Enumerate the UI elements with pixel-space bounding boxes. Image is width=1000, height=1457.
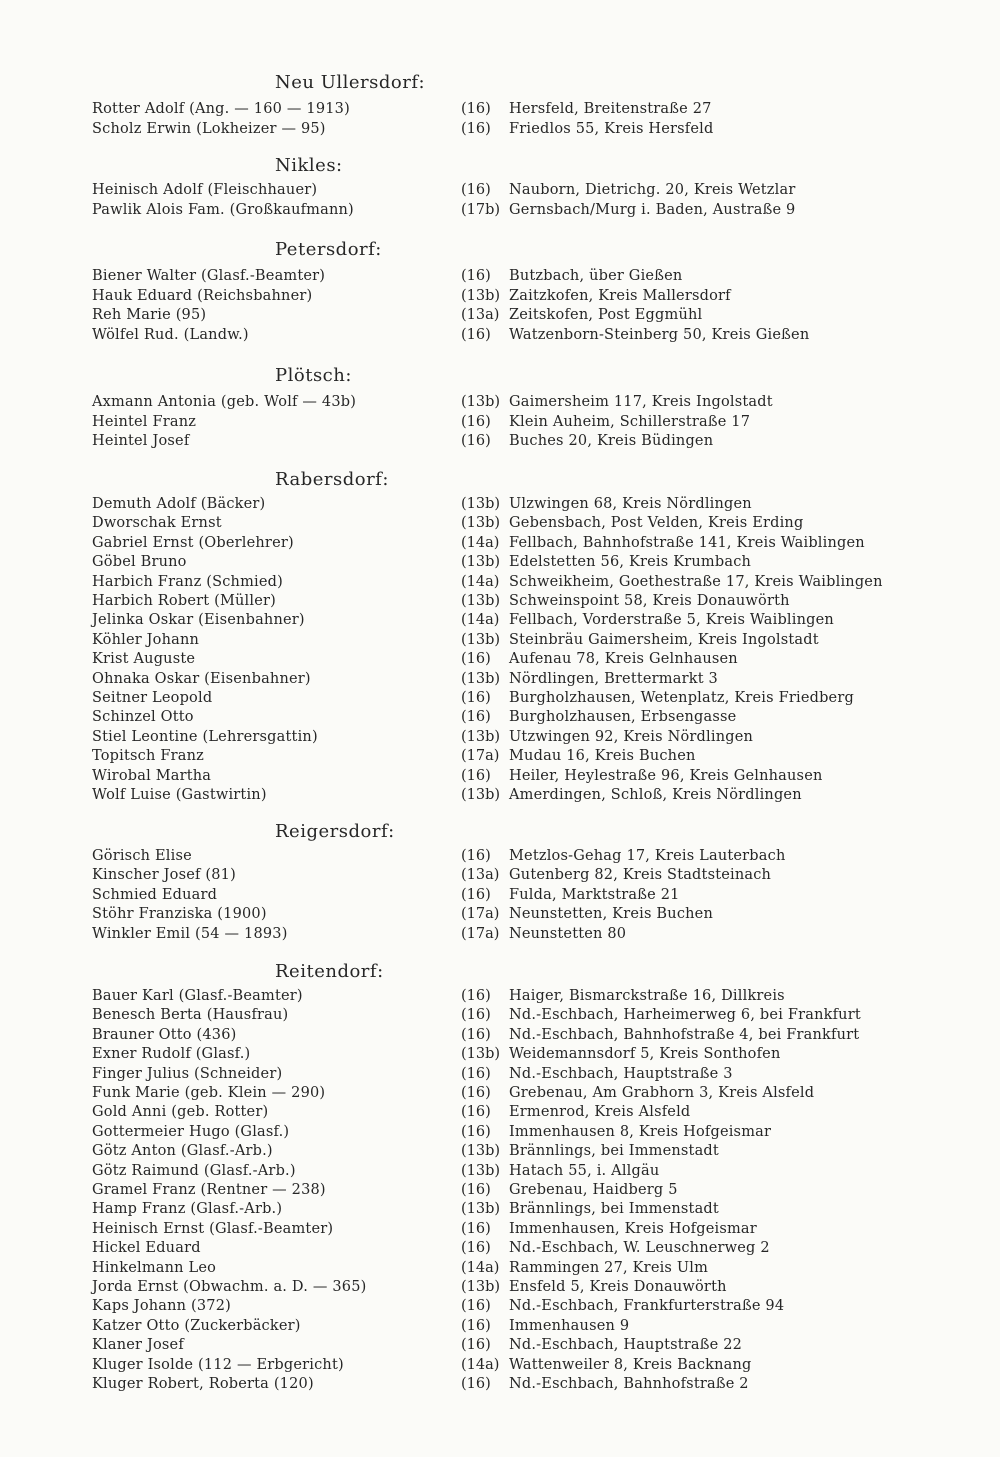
list-item [0,327,1000,346]
list-item [0,1298,1000,1317]
entry-name: Harbich Franz (Schmied) [92,573,283,590]
entry-address: Nd.-Eschbach, Frankfurterstraße 94 [509,1298,785,1315]
section-heading: Reitendorf: [275,961,384,982]
list-item [0,433,1000,452]
section-heading: Petersdorf: [275,239,382,260]
entry-code: (13b) [461,1046,501,1063]
list-item [0,1221,1000,1240]
entry-code: (14a) [461,1356,500,1373]
entry-address: Nauborn, Dietrichg. 20, Kreis Wetzlar [509,182,796,198]
entry-code: (16) [461,182,491,198]
list-item [0,535,1000,554]
entry-code: (16) [461,326,491,343]
entry-address: Gernsbach/Murg i. Baden, Austraße 9 [509,201,796,218]
entry-name: Götz Raimund (Glasf.-Arb.) [92,1162,296,1179]
entry-address: Ermenrod, Kreis Alsfeld [509,1104,691,1121]
entry-name: Wirobal Martha [92,767,212,784]
entry-address: Ensfeld 5, Kreis Donauwörth [509,1279,727,1295]
list-item [0,1046,1000,1065]
entry-name: Köhler Johann [92,631,200,648]
section-heading: Reigersdorf: [275,821,395,842]
entry-name: Kinscher Josef (81) [92,867,236,884]
entry-code: (16) [461,690,491,706]
entry-code: (17b) [461,201,501,218]
entry-code: (16) [461,1240,491,1257]
list-item [0,268,1000,287]
entry-address: Zaitzkofen, Kreis Mallersdorf [509,287,731,304]
entry-name: Bauer Karl (Glasf.-Beamter) [92,988,303,1004]
entry-code: (16) [461,886,491,903]
entry-address: Heiler, Heylestraße 96, Kreis Gelnhausen [509,767,823,784]
entry-code: (13a) [461,307,500,323]
entry-address: Brännlings, bei Immenstadt [509,1143,719,1160]
list-item [0,709,1000,728]
entry-code: (16) [461,1220,491,1237]
entry-address: Grebenau, Am Grabhorn 3, Kreis Alsfeld [509,1085,815,1101]
entry-code: (13b) [461,1201,501,1218]
list-item [0,690,1000,709]
entry-name: Dworschak Ernst [92,515,222,532]
entry-address: Nd.-Eschbach, Harheimerweg 6, bei Frankfurt [509,1007,861,1024]
entry-address: Aufenau 78, Kreis Gelnhausen [509,651,738,668]
entry-address: Edelstetten 56, Kreis Krumbach [509,554,752,571]
entry-name: Axmann Antonia (geb. Wolf — 43b) [92,394,357,410]
list-item [0,1182,1000,1201]
entry-address: Butzbach, über Gießen [509,268,683,284]
entry-address: Steinbräu Gaimersheim, Kreis Ingolstadt [509,631,819,648]
entry-code: (16) [461,988,491,1004]
entry-code: (16) [461,1317,491,1334]
entry-address: Friedlos 55, Kreis Hersfeld [509,120,714,137]
list-item [0,414,1000,433]
entry-code: (13b) [461,728,501,745]
entry-code: (16) [461,1085,491,1101]
entry-name: Seitner Leopold [92,690,213,706]
entry-name: Klaner Josef [92,1337,184,1354]
entry-name: Göbel Bruno [92,554,187,571]
entry-name: Ohnaka Oskar (Eisenbahner) [92,670,311,687]
entry-name: Kluger Isolde (112 — Erbgericht) [92,1356,344,1373]
entry-name: Wolf Luise (Gastwirtin) [92,787,267,803]
entry-name: Reh Marie (95) [92,307,207,323]
list-item [0,1279,1000,1298]
entry-code: (16) [461,268,491,284]
entry-code: (16) [461,709,491,726]
list-item [0,307,1000,326]
list-item [0,101,1000,120]
entry-address: Burgholzhausen, Wetenplatz, Kreis Friedberg [509,690,854,706]
section-heading: Rabersdorf: [275,469,389,490]
entry-code: (13b) [461,787,501,803]
list-item [0,574,1000,593]
list-item [0,1240,1000,1259]
entry-name: Winkler Emil (54 — 1893) [92,925,288,942]
entry-code: (16) [461,651,491,668]
entry-code: (16) [461,433,491,449]
entry-code: (14a) [461,612,500,629]
entry-code: (13b) [461,554,501,571]
entry-address: Haiger, Bismarckstraße 16, Dillkreis [509,988,785,1004]
entry-code: (13b) [461,670,501,687]
entry-address: Nd.-Eschbach, Hauptstraße 3 [509,1065,733,1082]
entry-name: Görisch Elise [92,848,192,864]
entry-code: (13b) [461,394,501,410]
entry-address: Amerdingen, Schloß, Kreis Nördlingen [509,787,802,803]
entry-code: (13b) [461,631,501,648]
list-item [0,1163,1000,1182]
entry-name: Kaps Johann (372) [92,1298,232,1315]
list-item [0,394,1000,413]
entry-name: Katzer Otto (Zuckerbäcker) [92,1317,301,1334]
entry-address: Watzenborn-Steinberg 50, Kreis Gießen [509,326,810,343]
list-item [0,632,1000,651]
list-item [0,867,1000,886]
entry-code: (17a) [461,906,500,923]
list-item [0,748,1000,767]
entry-code: (14a) [461,573,500,590]
entry-name: Biener Walter (Glasf.-Beamter) [92,268,326,284]
entry-name: Demuth Adolf (Bäcker) [92,496,266,512]
entry-name: Stiel Leontine (Lehrersgattin) [92,728,318,745]
list-item [0,1318,1000,1337]
list-item [0,1085,1000,1104]
list-item [0,1143,1000,1162]
list-item [0,887,1000,906]
section-heading: Neu Ullersdorf: [275,72,426,93]
entry-name: Heintel Franz [92,413,197,430]
entry-address: Fellbach, Bahnhofstraße 141, Kreis Waiblingen [509,534,865,551]
entry-address: Hersfeld, Breitenstraße 27 [509,101,712,117]
entry-name: Exner Rudolf (Glasf.) [92,1046,251,1063]
entry-address: Immenhausen 8, Kreis Hofgeismar [509,1123,772,1140]
entry-name: Harbich Robert (Müller) [92,593,276,609]
list-item [0,554,1000,573]
entry-address: Klein Auheim, Schillerstraße 17 [509,413,751,430]
entry-code: (16) [461,1007,491,1024]
entry-code: (13b) [461,1143,501,1160]
entry-address: Nördlingen, Brettermarkt 3 [509,670,718,687]
entry-name: Gabriel Ernst (Oberlehrer) [92,534,294,551]
list-item [0,671,1000,690]
entry-name: Wölfel Rud. (Landw.) [92,326,249,343]
list-item [0,1376,1000,1395]
entry-address: Buches 20, Kreis Büdingen [509,433,714,449]
entry-address: Zeitskofen, Post Eggmühl [509,307,703,323]
entry-name: Heinisch Adolf (Fleischhauer) [92,182,318,198]
entry-address: Immenhausen 9 [509,1317,630,1334]
entry-name: Götz Anton (Glasf.-Arb.) [92,1143,273,1160]
entry-code: (16) [461,1123,491,1140]
entry-name: Stöhr Franziska (1900) [92,906,267,923]
entry-code: (17a) [461,748,500,765]
entry-name: Finger Julius (Schneider) [92,1065,283,1082]
list-item [0,121,1000,140]
entry-address: Mudau 16, Kreis Buchen [509,748,696,765]
entry-name: Gramel Franz (Rentner — 238) [92,1182,326,1198]
entry-code: (16) [461,1026,491,1043]
entry-code: (16) [461,767,491,784]
list-item [0,202,1000,221]
entry-address: Ulzwingen 68, Kreis Nördlingen [509,496,752,512]
entry-name: Jelinka Oskar (Eisenbahner) [92,612,305,629]
entry-name: Krist Auguste [92,651,196,668]
entry-name: Hickel Eduard [92,1240,201,1257]
entry-code: (13b) [461,515,501,532]
list-item [0,768,1000,787]
list-item [0,1066,1000,1085]
entry-name: Funk Marie (geb. Klein — 290) [92,1085,326,1101]
entry-code: (13b) [461,1162,501,1179]
entry-address: Burgholzhausen, Erbsengasse [509,709,737,726]
list-item [0,1124,1000,1143]
entry-address: Nd.-Eschbach, Bahnhofstraße 2 [509,1376,749,1392]
entry-code: (14a) [461,534,500,551]
entry-address: Brännlings, bei Immenstadt [509,1201,719,1218]
list-item [0,515,1000,534]
list-item [0,182,1000,201]
entry-name: Heintel Josef [92,433,190,449]
entry-code: (14a) [461,1259,500,1276]
entry-name: Gold Anni (geb. Rotter) [92,1104,269,1121]
list-item [0,1260,1000,1279]
entry-code: (16) [461,1065,491,1082]
list-item [0,593,1000,612]
entry-name: Schmied Eduard [92,886,218,903]
entry-code: (16) [461,120,491,137]
entry-code: (16) [461,101,491,117]
entry-name: Rotter Adolf (Ang. — 160 — 1913) [92,101,350,117]
list-item [0,1007,1000,1026]
entry-address: Gebensbach, Post Velden, Kreis Erding [509,515,804,532]
entry-address: Grebenau, Haidberg 5 [509,1182,678,1198]
entry-address: Immenhausen, Kreis Hofgeismar [509,1220,757,1237]
entry-name: Schinzel Otto [92,709,194,726]
list-item [0,651,1000,670]
list-item [0,926,1000,945]
list-item [0,906,1000,925]
list-item [0,787,1000,806]
entry-address: Metzlos-Gehag 17, Kreis Lauterbach [509,848,786,864]
list-item [0,288,1000,307]
entry-address: Fulda, Marktstraße 21 [509,886,680,903]
list-item [0,1104,1000,1123]
entry-name: Topitsch Franz [92,748,204,765]
list-item [0,1357,1000,1376]
entry-code: (16) [461,413,491,430]
entry-name: Heinisch Ernst (Glasf.-Beamter) [92,1220,334,1237]
entry-code: (17a) [461,925,500,942]
entry-name: Brauner Otto (436) [92,1026,237,1043]
entry-code: (16) [461,1376,491,1392]
entry-code: (13b) [461,496,501,512]
entry-address: Schweinspoint 58, Kreis Donauwörth [509,593,790,609]
entry-address: Rammingen 27, Kreis Ulm [509,1259,709,1276]
entry-name: Jorda Ernst (Obwachm. a. D. — 365) [92,1279,367,1295]
entry-code: (13a) [461,867,500,884]
entry-name: Pawlik Alois Fam. (Großkaufmann) [92,201,354,218]
entry-name: Kluger Robert, Roberta (120) [92,1376,314,1392]
entry-address: Wattenweiler 8, Kreis Backnang [509,1356,752,1373]
entry-code: (16) [461,1298,491,1315]
list-item [0,612,1000,631]
entry-name: Hinkelmann Leo [92,1259,217,1276]
entry-code: (16) [461,1104,491,1121]
entry-address: Gaimersheim 117, Kreis Ingolstadt [509,394,773,410]
entry-address: Utzwingen 92, Kreis Nördlingen [509,728,754,745]
entry-address: Weidemannsdorf 5, Kreis Sonthofen [509,1046,781,1063]
entry-address: Neunstetten 80 [509,925,627,942]
list-item [0,1337,1000,1356]
entry-address: Hatach 55, i. Allgäu [509,1162,660,1179]
entry-name: Hamp Franz (Glasf.-Arb.) [92,1201,283,1218]
entry-address: Schweikheim, Goethestraße 17, Kreis Waiblingen [509,573,883,590]
entry-name: Benesch Berta (Hausfrau) [92,1007,289,1024]
entry-code: (16) [461,1337,491,1354]
entry-name: Hauk Eduard (Reichsbahner) [92,287,313,304]
entry-code: (13b) [461,287,501,304]
list-item [0,1201,1000,1220]
entry-name: Scholz Erwin (Lokheizer — 95) [92,120,326,137]
entry-code: (16) [461,1182,491,1198]
section-heading: Plötsch: [275,365,352,386]
entry-name: Gottermeier Hugo (Glasf.) [92,1123,290,1140]
entry-code: (13b) [461,1279,501,1295]
entry-code: (13b) [461,593,501,609]
entry-address: Fellbach, Vorderstraße 5, Kreis Waiblingen [509,612,834,629]
list-item [0,496,1000,515]
list-item [0,848,1000,867]
entry-address: Nd.-Eschbach, Bahnhofstraße 4, bei Frankfurt [509,1026,860,1043]
section-heading: Nikles: [275,155,343,176]
list-item [0,1027,1000,1046]
entry-code: (16) [461,848,491,864]
entry-address: Nd.-Eschbach, Hauptstraße 22 [509,1337,743,1354]
list-item [0,729,1000,748]
entry-address: Gutenberg 82, Kreis Stadtsteinach [509,867,772,884]
entry-address: Nd.-Eschbach, W. Leuschnerweg 2 [509,1240,770,1257]
entry-address: Neunstetten, Kreis Buchen [509,906,713,923]
list-item [0,988,1000,1007]
